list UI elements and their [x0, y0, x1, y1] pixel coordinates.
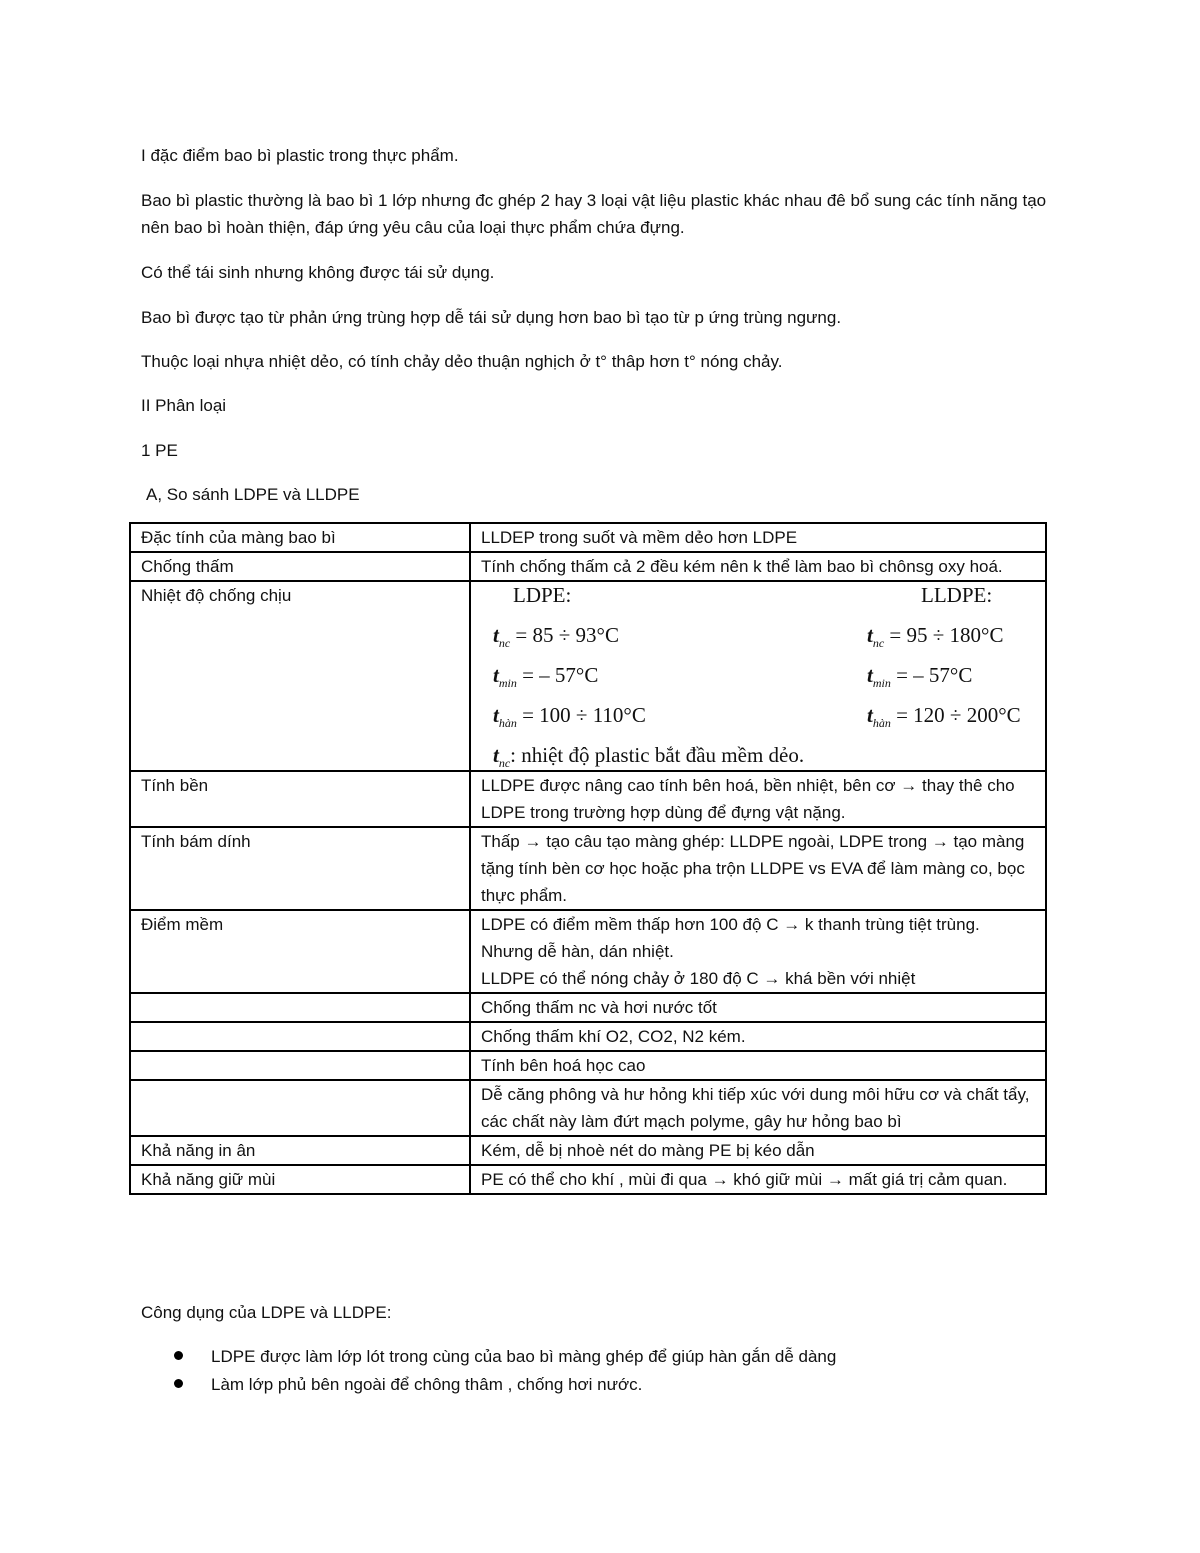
table-cell-property	[130, 1022, 470, 1051]
paragraph-intro: Bao bì plastic thường là bao bì 1 lớp nhưng đc ghép 2 hay 3 loại vật liệu plastic khác nhau đê bổ sung các tính năng tạo nên bao bì hoàn thiện, đáp ứng yêu câu của loại thực phẩm chứa đựng.	[141, 191, 1047, 237]
softening-note: $t_{nc}$: nhiệt độ plastic bắt đầu mềm dẻo.	[493, 743, 805, 771]
table-cell-property: Khả năng in ân	[130, 1136, 470, 1165]
table-row	[130, 1022, 1046, 1051]
table-row	[130, 1165, 1046, 1194]
table-cell-value: LLDEP trong suốt và mềm dẻo hơn LDPE	[470, 523, 1046, 552]
table-cell-value	[470, 910, 1046, 993]
heading-dac-diem: I đặc điểm bao bì plastic trong thực phẩm.	[141, 146, 459, 165]
bullet-icon	[174, 1351, 183, 1360]
soft-point-ldpe: LDPE có điểm mềm thấp hơn 100 độ C → k thanh trùng tiệt trùng. Nhưng dễ hàn, dán nhiệt.	[481, 915, 980, 961]
lldpe-softening-temp: $t_{nc} = 95 \div 180^\circ C$	[867, 623, 1004, 651]
uses-heading: Công dụng của LDPE và LLDPE:	[141, 1303, 392, 1322]
ldpe-softening-temp: $t_{nc} = 85 \div 93^\circ C$	[493, 623, 619, 651]
table-cell-value: Tính bên hoá học cao	[470, 1051, 1046, 1080]
table-cell-value: Tính chống thấm cả 2 đều kém nên k thể làm bao bì chônsg oxy hoá.	[470, 552, 1046, 581]
table-cell-value: PE có thể cho khí , mùi đi qua → khó giữ mùi → mất giá trị cảm quan.	[470, 1165, 1046, 1194]
table-cell-property: Nhiệt độ chống chịu	[130, 581, 470, 771]
list-item: LDPE được làm lớp lót trong cùng của bao bì màng ghép để giúp hàn gắn dễ dàng	[141, 1343, 1061, 1371]
paragraph-tai-sinh: Có thể tái sinh nhưng không được tái sử dụng.	[141, 263, 495, 282]
table-cell-property: Tính bền	[130, 771, 470, 827]
ldpe-label: LDPE:	[513, 583, 572, 607]
list-item: Làm lớp phủ bên ngoài để chông thâm , chống hơi nước.	[141, 1371, 1061, 1399]
soft-point-lldpe: LLDPE có thể nóng chảy ở 180 độ C → khá bền với nhiệt	[481, 969, 916, 988]
table-cell-property: Điểm mềm	[130, 910, 470, 993]
paragraph-nhiet-deo: Thuộc loại nhựa nhiệt dẻo, có tính chảy dẻo thuận nghịch ở t° thâp hơn t° nóng chảy.	[141, 352, 783, 371]
table-cell-property: Tính bám dính	[130, 827, 470, 910]
uses-list	[141, 1343, 1061, 1399]
ldpe-weld-temp: $t_{hàn} = 100 \div 110^\circ C$	[493, 703, 646, 731]
table-row	[130, 1051, 1046, 1080]
table-cell-value: Chống thấm khí O2, CO2, N2 kém.	[470, 1022, 1046, 1051]
table-cell-property	[130, 1080, 470, 1136]
table-row	[130, 581, 1046, 771]
paragraph-trung-hop: Bao bì được tạo từ phản ứng trùng hợp dễ tái sử dụng hơn bao bì tạo từ p ứng trùng ngưng.	[141, 308, 842, 327]
heading-so-sanh: A, So sánh LDPE và LLDPE	[146, 485, 360, 504]
table-row	[130, 827, 1046, 910]
table-cell-property	[130, 993, 470, 1022]
table-cell-value: Kém, dễ bị nhoè nét do màng PE bị kéo dẫn	[470, 1136, 1046, 1165]
table-cell-property: Đặc tính của màng bao bì	[130, 523, 470, 552]
table-cell-value: Thấp → tạo câu tạo màng ghép: LLDPE ngoài, LDPE trong → tạo màng tặng tính bèn cơ học hoặc pha trộn LLDPE vs EVA để làm màng co, bọc thực phẩm.	[470, 827, 1046, 910]
table-cell-value: LLDPE được nâng cao tính bên hoá, bền nhiệt, bên cơ → thay thê cho LDPE trong trường hợp dùng để đựng vật nặng.	[470, 771, 1046, 827]
table-cell-value: Chống thấm nc và hơi nước tốt	[470, 993, 1046, 1022]
heading-pe: 1 PE	[141, 441, 178, 460]
temperature-formulas	[471, 582, 1045, 770]
heading-phan-loai: II Phân loại	[141, 396, 227, 415]
table-row	[130, 1136, 1046, 1165]
table-row	[130, 771, 1046, 827]
table-cell-property: Khả năng giữ mùi	[130, 1165, 470, 1194]
lldpe-label: LLDPE:	[921, 583, 993, 607]
lldpe-weld-temp: $t_{hàn} = 120 \div 200^\circ C$	[867, 703, 1021, 731]
lldpe-min-temp: $t_{min}$ = – 57°C	[867, 663, 973, 691]
table-row	[130, 910, 1046, 993]
table-row	[130, 523, 1046, 552]
table-row	[130, 1080, 1046, 1136]
table-cell-property: Chống thấm	[130, 552, 470, 581]
temperature-cell	[470, 581, 1046, 771]
ldpe-min-temp: $t_{min}$ = – 57°C	[493, 663, 599, 691]
table-cell-value: Dễ căng phông và hư hỏng khi tiếp xúc với dung môi hữu cơ và chất tẩy, các chất này làm đứt mạch polyme, gây hư hỏng bao bì	[470, 1080, 1046, 1136]
comparison-table	[129, 522, 1047, 1195]
table-row	[130, 552, 1046, 581]
table-row	[130, 993, 1046, 1022]
table-cell-property	[130, 1051, 470, 1080]
bullet-icon	[174, 1379, 183, 1388]
